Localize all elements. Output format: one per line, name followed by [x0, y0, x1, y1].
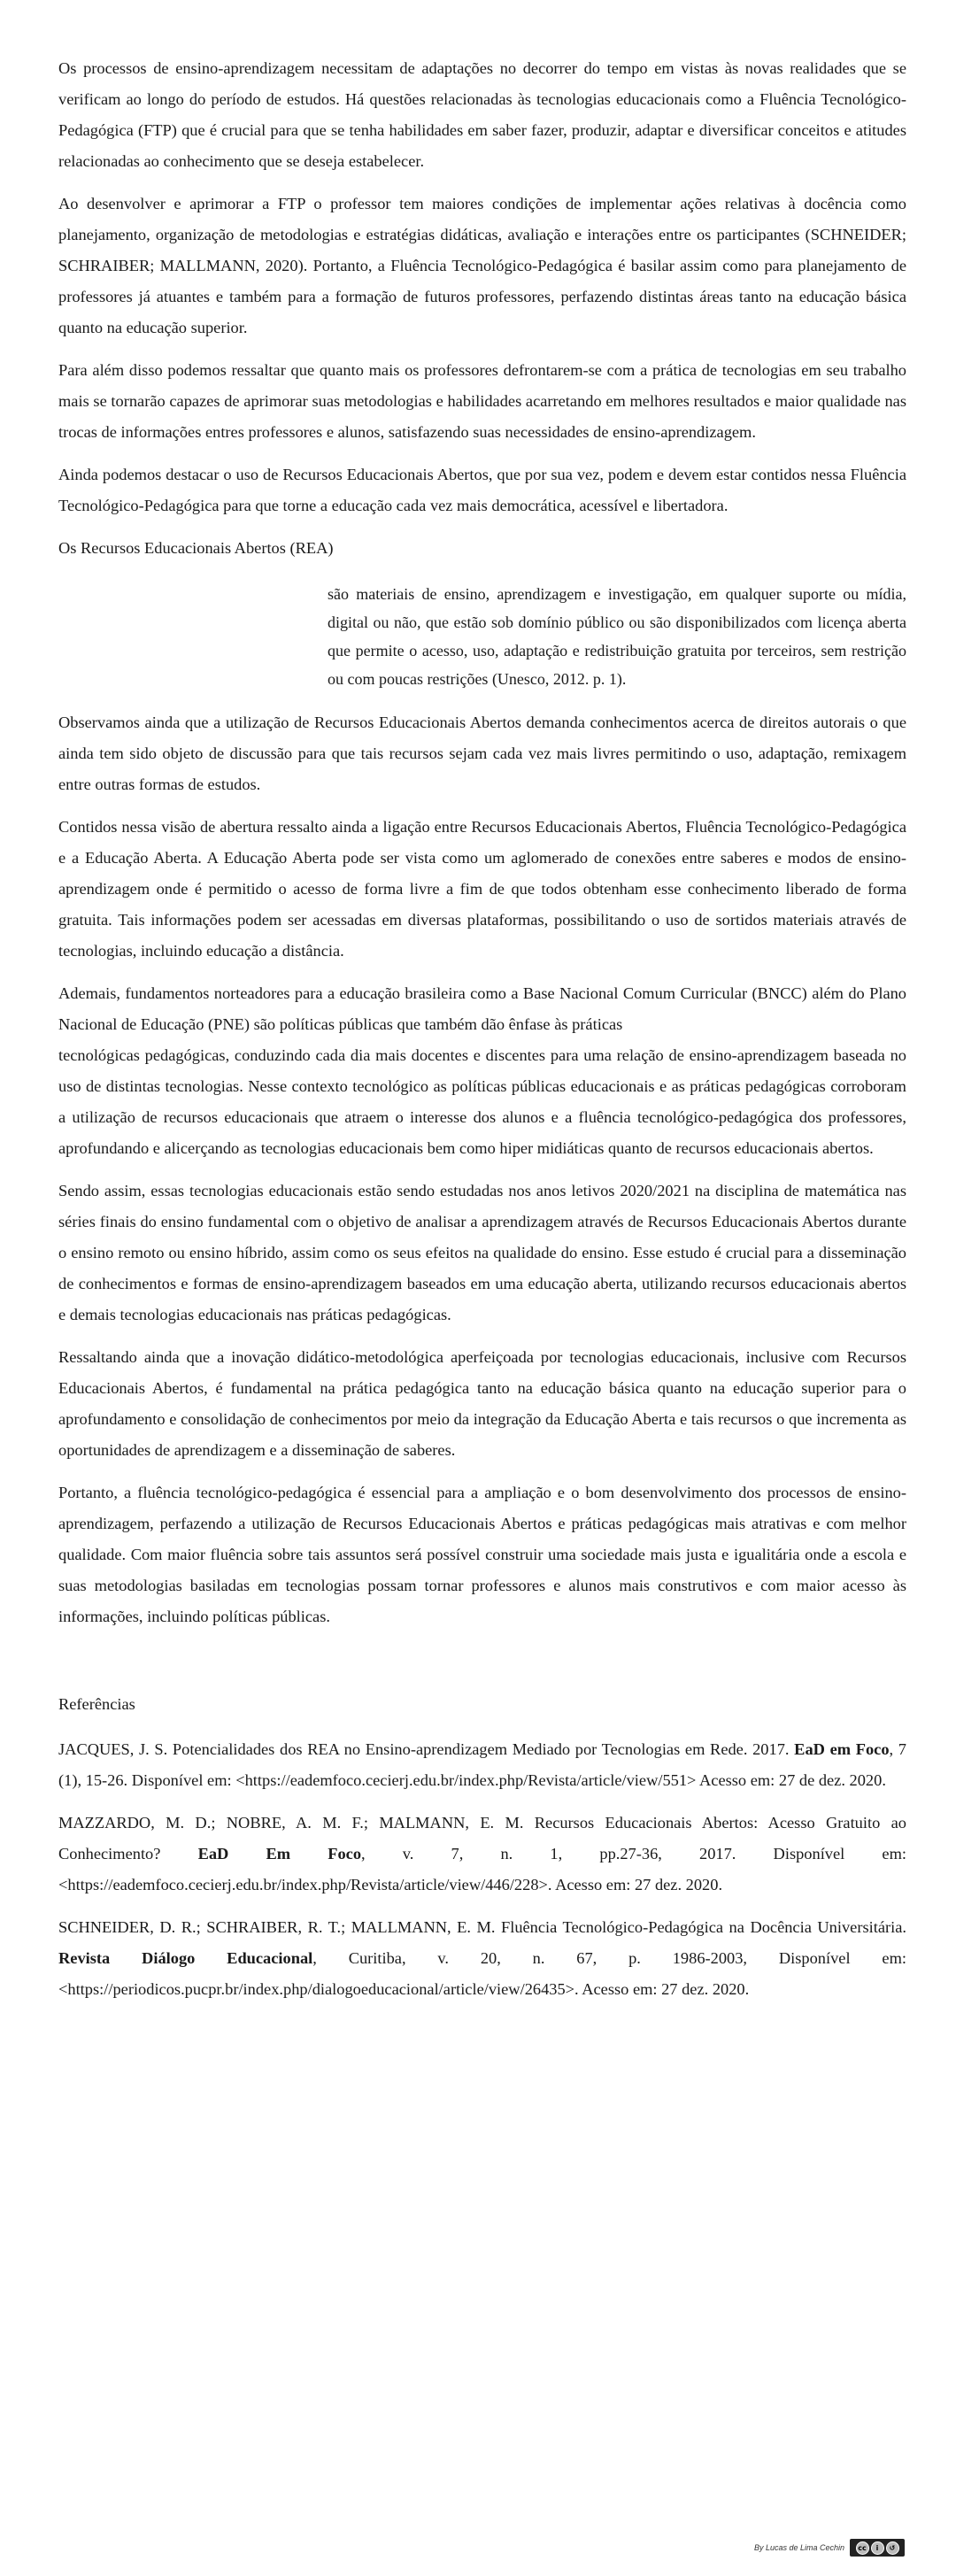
journal-title: Revista Diálogo Educacional	[58, 1949, 313, 1967]
references-heading: Referências	[58, 1695, 135, 1713]
paragraph: Contidos nessa visão de abertura ressalto ainda a ligação entre Recursos Educacionais Abertos, Fluência Tecnológico-Pedagógica e a Educação Aberta. A Educação Aberta pode ser vista como um aglomerado de conexões entre saberes e modos de ensino-aprendizagem onde é permitido o acesso de forma livre a fim de que todos obtenham esse conhecimento liberado de forma gratuita. Tais informações podem ser acessadas em diversas plataformas, possibilitando o uso de sortidos materiais através de tecnologias, incluindo educação a distância.	[58, 818, 906, 960]
paragraph: Ainda podemos destacar o uso de Recursos Educacionais Abertos, que por sua vez, podem e devem estar contidos nessa Fluência Tecnológico-Pedagógica para que torne a educação cada vez mais democrática, acessível e libertadora.	[58, 466, 906, 514]
paragraph: tecnológicas pedagógicas, conduzindo cada dia mais docentes e discentes para uma relação de ensino-aprendizagem baseada no uso de distintas tecnologias. Nesse contexto tecnológico as políticas públicas educacionais e as práticas pedagógicas corroboram a utilização de recursos educacionais que atraem o interesse dos alunos e a fluência tecnológico-pedagógica dos professores, aprofundando e alicerçando as tecnologias educacionais bem como hiper midiáticas quanto de recursos educacionais abertos.	[58, 1046, 906, 1157]
paragraph: Observamos ainda que a utilização de Recursos Educacionais Abertos demanda conhecimentos acerca de direitos autorais o que ainda tem sido objeto de discussão para que tais recursos sejam cada vez mais livres permitindo o uso, adaptação, remixagem entre outras formas de estudos.	[58, 713, 906, 793]
document-page	[58, 53, 906, 2017]
paragraph: Ademais, fundamentos norteadores para a educação brasileira como a Base Nacional Comum Curricular (BNCC) além do Plano Nacional de Educação (PNE) são políticas públicas que também dão ênfase às práticas	[58, 984, 906, 1033]
paragraph: Os processos de ensino-aprendizagem necessitam de adaptações no decorrer do tempo em vistas às novas realidades que se verificam ao longo do período de estudos. Há questões relacionadas às tecnologias educacionais como a Fluência Tecnológico-Pedagógica (FTP) que é crucial para que se tenha habilidades em saber fazer, produzir, adaptar e diversificar conceitos e atitudes relacionadas ao conhecimento que se deseja estabelecer.	[58, 59, 906, 170]
journal-title: EaD Em Foco	[197, 1845, 362, 1863]
journal-title: EaD em Foco	[794, 1740, 890, 1758]
author-credit: By Lucas de Lima Cechin	[753, 2543, 844, 2552]
reference-item: MAZZARDO, M. D.; NOBRE, A. M. F.; MALMANN, E. M. Recursos Educacionais Abertos: Acesso Gratuito ao Conhecimento? EaD Em Foco, v. 7, n. 1, pp.27-36, 2017. Disponível em: <https://eademfoco.cecierj.edu.br/index.php/Revista/article/view/446/228>. Acesso em: 27 dez. 2020.	[58, 1814, 907, 1893]
reference-item: JACQUES, J. S. Potencialidades dos REA no Ensino-aprendizagem Mediado por Tecnologias em Rede. 2017. EaD em Foco, 7 (1), 15-26. Disponível em: <https://eademfoco.cecierj.edu.br/index.php/Revista/article/view/551> Acesso em: 27 de dez. 2020.	[58, 1740, 906, 1789]
block-quote: são materiais de ensino, aprendizagem e investigação, em qualquer suporte ou mídia, digital ou não, que estão sob domínio público ou são disponibilizados com licença aberta que permite o acesso, uso, adaptação e redistribuição gratuita por terceiros, sem restrição ou com poucas restrições (Unesco, 2012. p. 1).	[328, 585, 906, 688]
reference-item: SCHNEIDER, D. R.; SCHRAIBER, R. T.; MALLMANN, E. M. Fluência Tecnológico-Pedagógica na Docência Universitária. Revista Diálogo Educacional, Curitiba, v. 20, n. 67, p. 1986-2003, Disponível em: <https://periodicos.pucpr.br/index.php/dialogoeducacional/article/view/26435>. Acesso em: 27 dez. 2020.	[58, 1918, 906, 1998]
rea-lead-line: Os Recursos Educacionais Abertos (REA)	[58, 539, 334, 557]
paragraph: Ao desenvolver e aprimorar a FTP o professor tem maiores condições de implementar ações relativas à docência como planejamento, organização de metodologias e estratégias didáticas, avaliação e interações entre os participantes (SCHNEIDER; SCHRAIBER; MALLMANN, 2020). Portanto, a Fluência Tecnológico-Pedagógica é basilar assim como para planejamento de professores já atuantes e também para a formação de futuros professores, perfazendo distintas áreas tanto na educação básica quanto na educação superior.	[58, 195, 906, 336]
paragraph: Ressaltando ainda que a inovação didático-metodológica aperfeiçoada por tecnologias educacionais, inclusive com Recursos Educacionais Abertos, é fundamental na prática pedagógica tanto na educação básica quanto na educação superior para o aprofundamento e consolidação de conhecimentos por meio da integração da Educação Aberta e tais recursos o que incrementa as oportunidades de aprendizagem e a disseminação de saberes.	[58, 1348, 906, 1459]
footer-credit	[754, 2539, 905, 2557]
paragraph: Para além disso podemos ressaltar que quanto mais os professores defrontarem-se com a prática de tecnologias em seu trabalho mais se tornarão capazes de aprimorar suas metodologias e habilidades acarretando em melhores resultados e maior qualidade nas trocas de informações entres professores e alunos, satisfazendo suas necessidades de ensino-aprendizagem.	[58, 361, 906, 441]
paragraph: Portanto, a fluência tecnológico-pedagógica é essencial para a ampliação e o bom desenvolvimento dos processos de ensino-aprendizagem, perfazendo a utilização de Recursos Educacionais Abertos e práticas pedagógicas mais atrativas e com melhor qualidade. Com maior fluência sobre tais assuntos será possível construir uma sociedade mais justa e igualitária onde a escola e suas metodologias basiladas em tecnologias possam tornar professores e alunos mais construtivos e com maior acesso às informações, incluindo políticas públicas.	[58, 1484, 906, 1625]
paragraph: Sendo assim, essas tecnologias educacionais estão sendo estudadas nos anos letivos 2020/2021 na disciplina de matemática nas séries finais do ensino fundamental com o objetivo de analisar a aprendizagem através de Recursos Educacionais Abertos durante o ensino remoto ou ensino híbrido, assim como os seus efeitos na qualidade do ensino. Esse estudo é crucial para a disseminação de conhecimentos e formas de ensino-aprendizagem baseados em uma educação aberta, utilizando recursos educacionais abertos e demais tecnologias educacionais nas práticas pedagógicas.	[58, 1182, 906, 1323]
cc-by-sa-icon: cc i ↺	[850, 2539, 905, 2557]
